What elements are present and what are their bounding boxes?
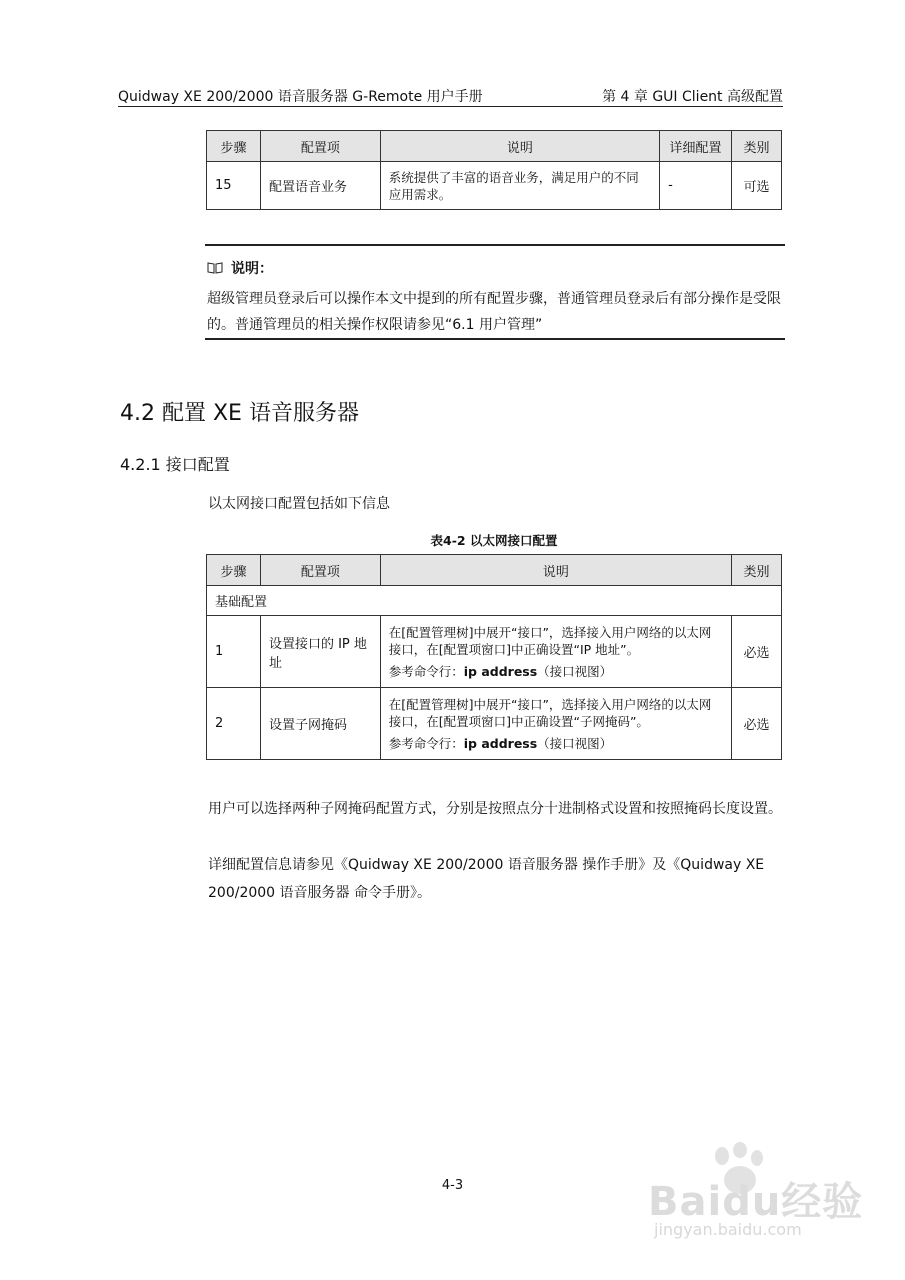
body-paragraph: 详细配置信息请参见《Quidway XE 200/2000 语音服务器 操作手册》及《Quidway XE 200/2000 语音服务器 命令手册》。 — [208, 857, 765, 901]
ref-suffix: （接口视图） — [537, 663, 613, 679]
desc-text: 在[配置管理树]中展开“接口”，选择接入用户网络的以太网接口，在[配置项窗口]中正确设置“子网掩码”。 — [388, 696, 712, 729]
cell-desc: 系统提供了丰富的语音业务，满足用户的不同应用需求。 — [380, 162, 659, 210]
subsection-heading: 4.2.1 接口配置 — [120, 455, 230, 474]
cell-step: 1 — [207, 616, 261, 688]
page-number: 4-3 — [441, 1178, 464, 1193]
command-reference — [389, 663, 723, 680]
ref-command: ip address — [463, 663, 538, 679]
interface-table — [206, 554, 782, 760]
group-label: 基础配置 — [207, 586, 782, 616]
table-row — [207, 162, 782, 210]
watermark-brand: Baidu经验 — [648, 1179, 864, 1225]
header-title: Quidway XE 200/2000 语音服务器 G-Remote 用户手册 — [118, 89, 483, 105]
col-category: 类别 — [732, 131, 782, 162]
col-step: 步骤 — [207, 131, 261, 162]
cell-detail: - — [660, 162, 732, 210]
cell-step: 15 — [207, 162, 261, 210]
col-item: 配置项 — [260, 131, 380, 162]
desc-text: 在[配置管理树]中展开“接口”，选择接入用户网络的以太网接口，在[配置项窗口]中正确设置“IP 地址”。 — [388, 624, 712, 657]
cell-item: 设置接口的 IP 地址 — [260, 616, 380, 688]
col-item: 配置项 — [260, 555, 380, 586]
steps-table — [206, 130, 782, 210]
command-reference — [389, 735, 723, 752]
col-category: 类别 — [732, 555, 782, 586]
header-chapter: 第 4 章 GUI Client 高级配置 — [602, 89, 783, 105]
cell-item: 配置语音业务 — [260, 162, 380, 210]
note-title — [207, 258, 273, 278]
cell-item: 设置子网掩码 — [260, 688, 380, 760]
body-paragraph: 用户可以选择两种子网掩码配置方式，分别是按照点分十进制格式设置和按照掩码长度设置。 — [208, 801, 782, 817]
watermark-url: jingyan.baidu.com — [654, 1220, 802, 1239]
table-header-row — [207, 131, 782, 162]
baidu-watermark — [640, 1142, 885, 1252]
table-header-row — [207, 555, 782, 586]
col-detail: 详细配置 — [660, 131, 732, 162]
cell-desc — [380, 616, 731, 688]
col-step: 步骤 — [207, 555, 261, 586]
group-row — [207, 586, 782, 616]
cell-desc — [380, 688, 731, 760]
cell-step: 2 — [207, 688, 261, 760]
cell-category: 必选 — [732, 688, 782, 760]
table-row — [207, 688, 782, 760]
ref-command: ip address — [463, 735, 538, 751]
ref-prefix: 参考命令行： — [388, 735, 464, 751]
section-heading: 4.2 配置 XE 语音服务器 — [120, 401, 359, 426]
page-header — [118, 86, 783, 107]
note-box — [205, 244, 785, 340]
ref-suffix: （接口视图） — [537, 735, 613, 751]
table-caption: 表4-2 以太网接口配置 — [430, 533, 558, 548]
col-desc: 说明 — [380, 555, 731, 586]
ref-prefix: 参考命令行： — [388, 663, 464, 679]
table-row — [207, 616, 782, 688]
intro-paragraph: 以太网接口配置包括如下信息 — [208, 496, 390, 512]
cell-category: 可选 — [732, 162, 782, 210]
book-icon — [207, 262, 223, 274]
cell-category: 必选 — [732, 616, 782, 688]
col-desc: 说明 — [380, 131, 659, 162]
note-title-text: 说明： — [231, 261, 273, 277]
note-body: 超级管理员登录后可以操作本文中提到的所有配置步骤，普通管理员登录后有部分操作是受限的。普通管理员的相关操作权限请参见“6.1 用户管理” — [207, 291, 781, 333]
